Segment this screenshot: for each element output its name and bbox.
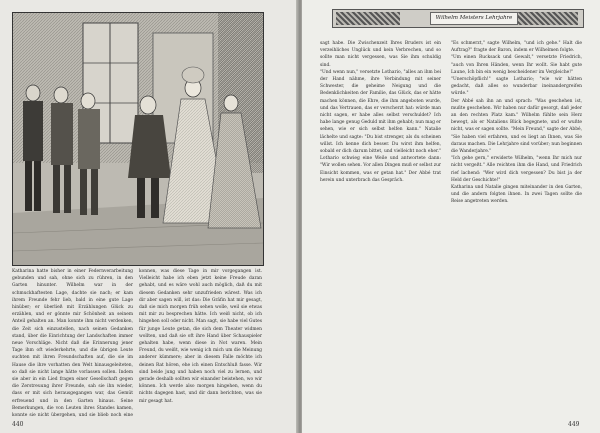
right-text-column-2: "Es schmerzt," sagte Wilhelm, "und ich gehe." Halt die Auftrag?" fragte der Baron, indem er Wilhelmen folgte. "Um einen Rucksack und Gewalt," versetzte Friedrich, "auch von Ihren Händen, wenn Ihr wollt. Sie habt gute Laune, Ich bin ein wenig bescheidener im Vergleiche!" "Unerschöpflich!" sagte Lothario; "wie wir hätten gedacht, daß alles so wunderbar ineinandergreifen würde." Der Abbé sah ihn an und sprach: "Was geschehen ist, mußte geschehen. Wir haben nur dafür gesorgt, daß jeder an den rechten Platz kam." Wilhelm fühlte sein Herz bewegt, als er Nataliens Blick begegnete, und er wußte nicht, was er sagen sollte. "Mein Freund," sagte der Abbé, "Sie haben viel erfahren, und es liegt an Ihnen, was Sie daraus machen. Die Lehrjahre sind vorüber; nun beginnen die Wanderjahre." "Ich gehe gern," erwiderte Wilhelm, "wenn Ihr mich nur nicht vergeßt." Alle reichten ihm die Hand, und Friedrich rief lachend: "Wer wird dich vergessen? Du bist ja der Held der Geschichte!" Katharina und Natalie gingen miteinander in den Garten, und die andern folgten ihnen. In zwei Tagen sollte die Reise angetreten werden.	[451, 41, 582, 205]
running-header-title: Wilhelm Meisters Lehrjahre	[430, 12, 518, 25]
left-text-column-2: konnen, was diese Tage in mir vorgegangen ist. Vielleicht habe ich eben jetzt keine Freude daran gehabt, und es wäre wohl auch möglich, daß du mit diesem Gedanken sehr unzufrieden wärest. Was ich dir aber sagen will, ist das: Die Gräfin hat mir gesagt, daß sie mich morgen früh sehen wolle, weil sie etwas mit mir zu besprechen hätte. Ich weiß nicht, ob ich hingehen soll oder nicht. Man sagt, sie habe viel Gutes für junge Leute getan, die sich dem Theater widmen wollten, und daß sie oft ihre Hand über Schauspieler gehalten habe, wenn diese in Not waren. Mein Freund, du weißt, wie wenig ich mich um die Meinung anderer kümmere; aber in diesem Falle möchte ich deinen Rat hören, ehe ich einen Entschluß fasse. Wir sind beide jung und haben noch viel zu lernen, und gerade deshalb sollten wir einander beistehen, wo wir können. Ich werde also morgen hingehen, wenn du nichts dagegen hast, und dir dann berichten, was sie mir gesagt hat.	[139, 269, 262, 404]
left-text-column-1: Katharina hatte bisher in einer Federnverarbeitung gebunden und sah, ohne sich zu rühren, in den Garten hinunter. Wilhelm war in der schmuckhaftesten Lage, dachte sie nach; er kam ihrem Freunde fehr lieb, bald in eine gute Lage hinüber; er überließ mit Erzählungen Glück zu erzählen, und er gönnte mir Schönheit an seinem Anteil gehalten an. Man konnte ihm nicht verdenken, die Zeit sich einzustellen, nach seinen Gedanken stand, über die Einrichtung der Landschaften immer neue Vorschläge. Nicht daß die Erinnerung jener Tage ihm oft wiederkehrte, und die übrigen Leute suchten mit ihren Freundschaften auf, die sie im Hause die ihre vorhatten den Welt hinausgeleiteten, so daß sie nicht lange hätte vorlassen sollen. Indem sie aber in ein Lied fragen einer Gesellschaft gegen die Zerstreuung ihrer Freunde, sah sie ihn wieder, dass er mit sich herausgegangen war, das Gemüt erfreuend und in den Garten hinaus. Seine Bemerkungen, die von Leuten ihres Standes kamen, konnte sie nicht übergehen, und sie blieb noch eine	[12, 269, 133, 418]
header-ornament-right	[514, 12, 578, 25]
header-ornament-left	[336, 12, 400, 25]
engraving-illustration	[12, 12, 264, 266]
illustration-picture	[13, 13, 263, 265]
right-page-number: 449	[568, 421, 580, 428]
left-page	[0, 0, 298, 433]
left-page-number: 440	[12, 421, 24, 428]
right-text-column-1: sagt habe. Die Zwischenzeit Ihres Bruders ist ein verzeihliches Unglück und kein Verbrechen, und so sollte man nicht vergessen, was Sie ihm schuldig sind. "Und wenn nun," versetzte Lothario, "alles an ihm bei der Hand nähme, ihre Verbindung mit seiner Schwester, die geheime Neigung und die Bedenklichkeiten der Familie, das Glück, das er hätte machen können, die Ehre, die ihm angeboten wurde, und das Vertrauen, das er verscherzt hat: würde man nicht sagen, er habe alles selbst verschuldet? Ich habe lange genug Geduld mit ihm gehabt; nun mag er sehen, wie er sich selbst helfen kann." Natalie lächelte und sagte: "Du bist strenger, als du scheinen willst. Ich kenne dich besser. Du wirst ihm helfen, sobald er dich darum bittet, und vielleicht noch eher." Lothario schwieg eine Weile und antwortete dann: "Wir wollen sehen. Vor allen Dingen muß er selbst zur Einsicht kommen, was er getan hat." Der Abbé trat herein und unterbrach das Gespräch.	[320, 41, 441, 183]
